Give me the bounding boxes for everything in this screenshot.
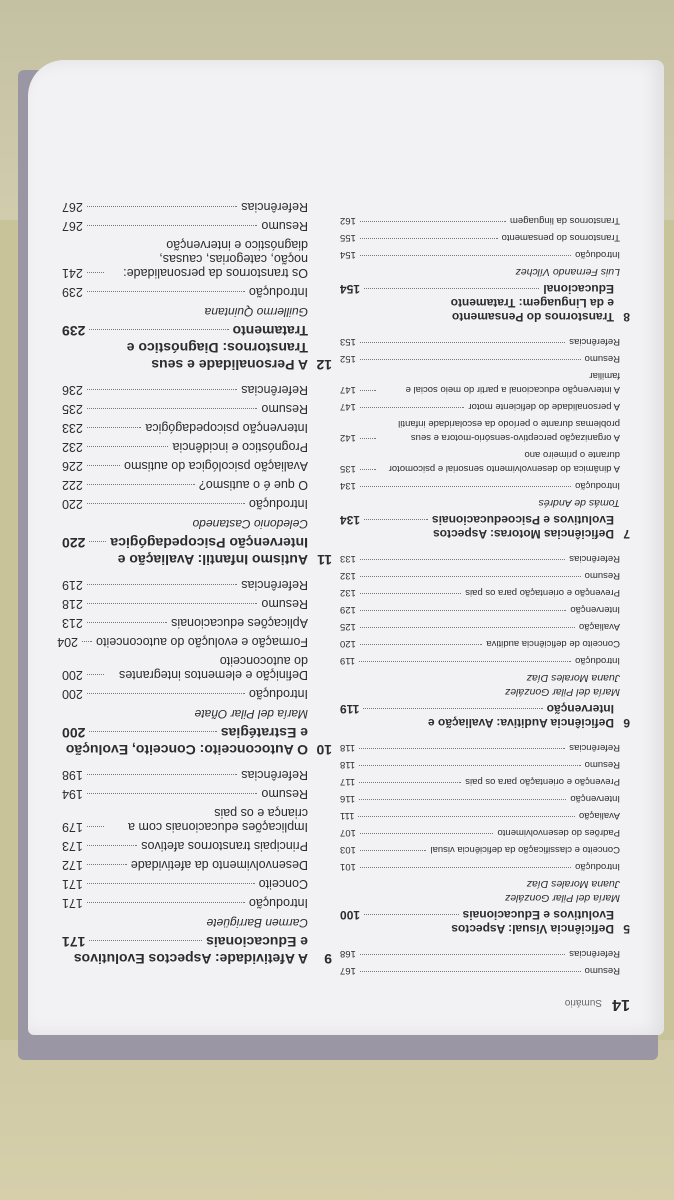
chapter-authors: Celedonio Castanedo — [192, 517, 308, 531]
toc-entry: Padrões do desenvolvimento 107 — [340, 827, 620, 838]
toc-entry: Avaliação psicológica do autismo 226 — [62, 459, 308, 473]
chapter-authors: Guillermo Quintana — [204, 305, 308, 319]
toc-entry: Formação e evolução do autoconceito 204 — [57, 635, 308, 649]
toc-entry: Resumo 167 — [340, 965, 620, 976]
chapter-heading: 7Deficiências Motoras: Aspectos Evolutivos e Psicoeducacionais 134 — [340, 513, 630, 541]
toc-entry: Implicações educacionais com a criança e os pais 179 — [62, 806, 308, 834]
toc-entry: Introdução 220 — [62, 497, 308, 511]
toc-entry: Introdução 101 — [340, 861, 620, 872]
toc-entry: Resumo 235 — [62, 402, 308, 416]
toc-entry: Conceito 171 — [62, 877, 308, 891]
toc-entry: Referências 198 — [62, 768, 308, 782]
chapter-authors: María del Pilar González Juana Morales Díaz — [505, 878, 620, 904]
toc-entry: Conceito e classificação da deficiência visual 103 — [340, 844, 620, 855]
page-content-rotated — [28, 60, 664, 1035]
toc-entry: Referências 153 — [340, 336, 620, 347]
toc-entry: Referências 118 — [340, 742, 620, 753]
chapter-authors: María del Pilar González Juana Morales Díaz — [505, 672, 620, 698]
chapter-heading: 8Transtornos do Pensamento e da Linguagem: Tratamento Educacional 154 — [340, 282, 630, 324]
toc-entry: Prevenção e orientação para os pais 132 — [340, 587, 620, 598]
toc-entry: Avaliação 125 — [340, 621, 620, 632]
toc-entry: Intervenção 116 — [340, 793, 620, 804]
chapter-authors: Luis Fernando Vílchez — [515, 266, 620, 278]
toc-entry: Definição e elementos integrantes do autoconceito 200 — [62, 654, 308, 682]
toc-entry: A intervenção educacional a partir do meio social e familiar 147 — [340, 370, 620, 395]
toc-entry: Resumo 218 — [62, 597, 308, 611]
page-number: 14 — [612, 996, 630, 1013]
toc-entry: Referências 267 — [62, 200, 308, 214]
toc-left-column — [340, 210, 630, 977]
chapter-heading: 6Deficiência Auditiva: Avaliação e Intervenção 119 — [340, 702, 630, 730]
toc-right-column — [57, 195, 332, 977]
toc-entry: Intervenção 129 — [340, 604, 620, 615]
toc-entry: Referências 236 — [62, 383, 308, 397]
toc-entry: Desenvolvimento da afetividade 172 — [62, 858, 308, 872]
chapter-heading: 9A Afetividade: Aspectos Evolutivos e Educacionais 171 — [62, 934, 332, 967]
toc-entry: Resumo 118 — [340, 759, 620, 770]
toc-entry: Avaliação 111 — [340, 810, 620, 821]
toc-entry: Referências 168 — [340, 948, 620, 959]
toc-entry: Intervenção psicopedagógica 233 — [62, 421, 308, 435]
toc-entry: Introdução 171 — [62, 896, 308, 910]
toc-entry: Introdução 154 — [340, 249, 620, 260]
chapter-heading: 10O Autoconceito: Conceito, Evolução e Estratégias 200 — [62, 725, 332, 758]
toc-entry: Os transtornos da personalidade: noção, categorias, causas, diagnóstico e intervenção 241 — [62, 238, 308, 280]
toc-entry: Introdução 119 — [340, 655, 620, 666]
toc-entry: Resumo 152 — [340, 353, 620, 364]
chapter-heading: 5Deficiência Visual: Aspectos Evolutivos e Educacionais 100 — [340, 908, 630, 936]
toc-entry: Resumo 132 — [340, 570, 620, 581]
toc-entry: Introdução 239 — [62, 285, 308, 299]
toc-entry: Resumo 194 — [62, 787, 308, 801]
toc-entry: Prevenção e orientação para os pais 117 — [340, 776, 620, 787]
toc-entry: Conceito de deficiência auditiva 120 — [340, 638, 620, 649]
toc-entry: Referências 219 — [62, 578, 308, 592]
toc-entry: Resumo 267 — [62, 219, 308, 233]
chapter-authors: María del Pilar Oñate — [194, 707, 308, 721]
toc-entry: O que é o autismo? 222 — [62, 478, 308, 492]
toc-entry: A organização perceptivo-sensório-motora e seus problemas durante o período da escolaridade infantil 142 — [340, 418, 620, 443]
chapter-heading: 12A Personalidade e seus Transtornos: Diagnóstico e Tratamento 239 — [62, 323, 332, 373]
toc-entry: A dinâmica do desenvolvimento sensorial e psicomotor durante o primeiro ano 135 — [340, 449, 620, 474]
toc-entry: Principais transtornos afetivos 173 — [62, 839, 308, 853]
chapter-authors: Tomás de Andrés — [538, 497, 620, 509]
background-bottom — [0, 1040, 674, 1200]
toc-entry: Transtornos do pensamento 155 — [340, 232, 620, 243]
toc-entry: Introdução 200 — [62, 687, 308, 701]
book-page — [28, 60, 664, 1035]
chapter-heading: 11Autismo Infantil: Avaliação e Intervenção Psicopedagógica 220 — [62, 535, 332, 568]
running-title: Sumário — [564, 997, 603, 1008]
toc-entry: Referências 133 — [340, 553, 620, 564]
chapter-authors: Carmen Barrigüete — [206, 916, 308, 930]
page-header — [565, 989, 630, 1013]
toc-entry: Introdução 134 — [340, 480, 620, 491]
toc-entry: Transtornos da linguagem 162 — [340, 215, 620, 226]
toc-entry: Prognóstico e incidência 232 — [62, 440, 308, 454]
toc-entry: A personalidade do deficiente motor 147 — [340, 401, 620, 412]
toc-entry: Aplicações educacionais 213 — [62, 616, 308, 630]
